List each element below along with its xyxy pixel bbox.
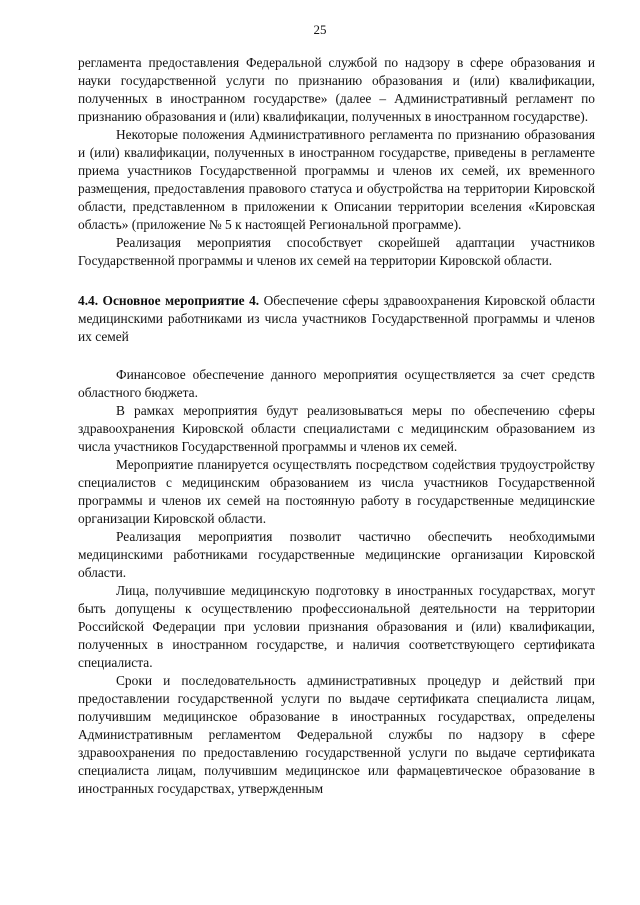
- section-heading-title: Обеспечение сферы здравоохранения Кировской области медицинскими работниками из числа участников Государственной программы и членов их семей: [78, 293, 595, 344]
- paragraph-2: Некоторые положения Административного регламента по признанию образования и (или) квалификации, полученных в иностранном государстве, приведены в регламенте приема участников Государственной программы и членов их семей, их временного размещения, предоставления правового статуса и обустройства на территории Кировской области, представленном в приложении к Описании территории вселения «Кировская область» (приложение № 5 к настоящей Региональной программе).: [78, 127, 595, 232]
- page-number: 25: [313, 22, 327, 37]
- paragraph-6: Мероприятие планируется осуществлять посредством содействия трудоустройству специалистов с медицинским образованием из числа участников Государственной программы и членов их семей на постоянную работу в государственные медицинские организации Кировской области.: [78, 457, 595, 526]
- section-heading: [78, 292, 595, 346]
- paragraph-7: Реализация мероприятия позволит частично обеспечить необходимыми медицинскими работниками государственные медицинские организации Кировской области.: [78, 529, 595, 580]
- paragraph-1: регламента предоставления Федеральной службой по надзору в сфере образования и науки государственной услуги по признанию образования и (или) квалификации, полученных в иностранном государстве» (далее – Административный регламент по признанию образования и (или) квалификации, полученных в иностранном государстве).: [78, 55, 595, 124]
- paragraph-8: Лица, получившие медицинскую подготовку в иностранных государствах, могут быть допущены к осуществлению профессиональной деятельности на территории Российской Федерации при условии признания образования и (или) квалификации, полученных в иностранном государстве, и наличия соответствующего сертификата специалиста.: [78, 583, 595, 670]
- section-heading-number: 4.4. Основное мероприятие 4.: [78, 293, 260, 308]
- paragraph-4: Финансовое обеспечение данного мероприятия осуществляется за счет средств областного бюджета.: [78, 367, 595, 400]
- paragraph-3: Реализация мероприятия способствует скорейшей адаптации участников Государственной программы и членов их семей на территории Кировской области.: [78, 235, 595, 268]
- paragraph-9: Сроки и последовательность административных процедур и действий при предоставлении государственной услуги по выдаче сертификата специалиста лицам, получившим медицинское образование в иностранных государствах, определены Административным регламентом Федеральной службы по надзору в сфере здравоохранения по предоставлению государственной услуги по выдаче сертификата специалиста лицам, получившим медицинское или фармацевтическое образование в иностранных государствах, утвержденным: [78, 673, 595, 796]
- paragraph-5: В рамках мероприятия будут реализовываться меры по обеспечению сферы здравоохранения Кировской области специалистами с медицинским образованием из числа участников Государственной программы и членов их семей.: [78, 403, 595, 454]
